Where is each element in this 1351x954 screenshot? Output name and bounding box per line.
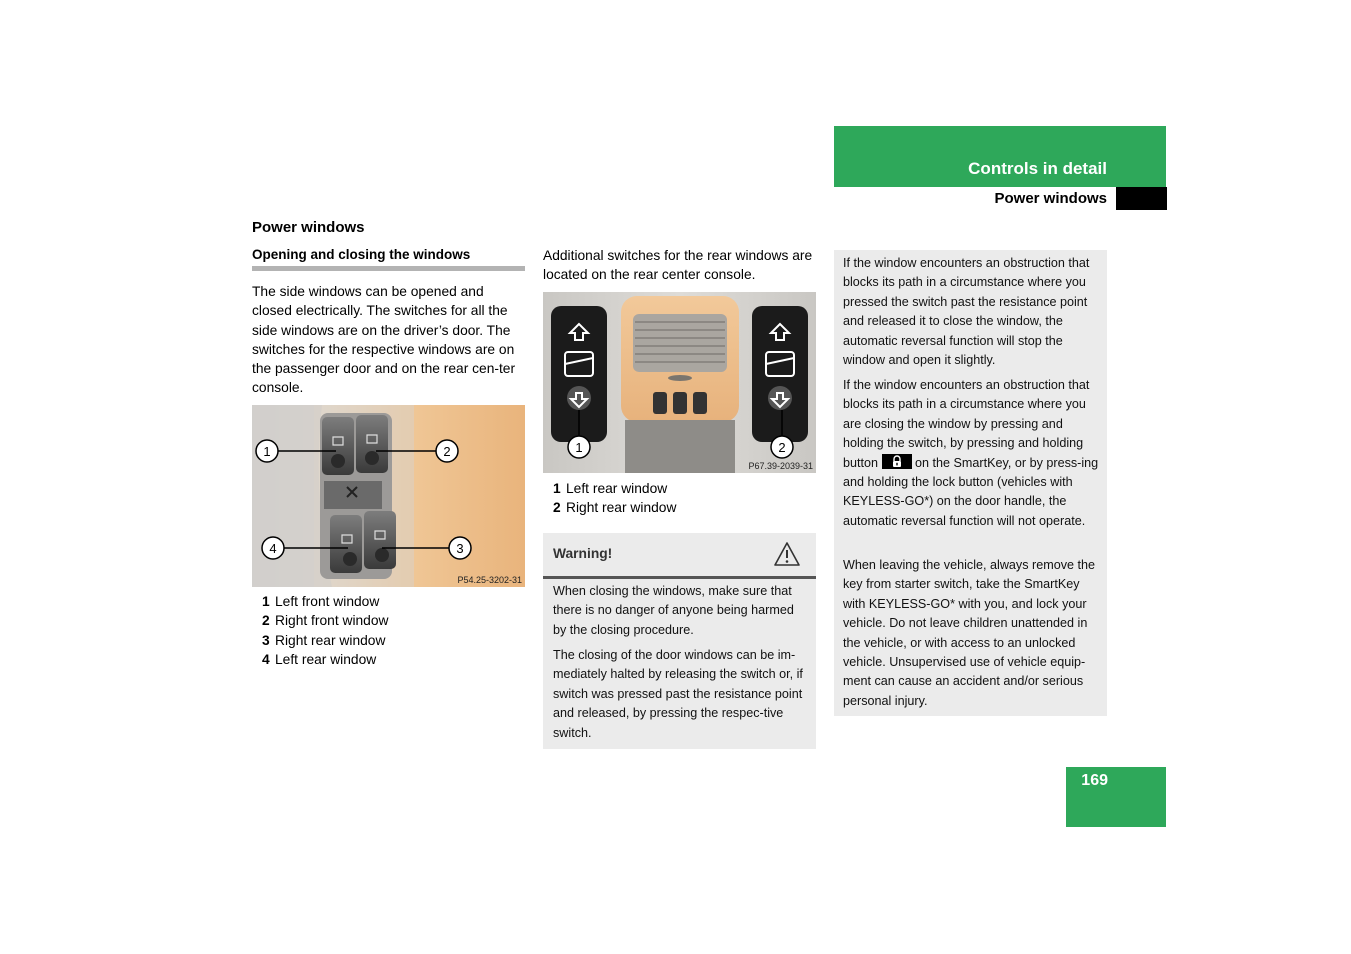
- callout-2: [436, 440, 458, 462]
- svg-text:4: 4: [269, 541, 277, 556]
- note-paragraph-1: If the window encounters an obstruction that blocks its path in a circumstance where you pressed the switch past the resistance point and released it to close the window, the automatic reversal function will stop the window and open it slightly.: [843, 256, 1090, 368]
- rear-right-switch: [752, 306, 808, 442]
- switch-2: [356, 415, 388, 473]
- callout-2: [771, 436, 793, 458]
- callout-1: [256, 440, 278, 462]
- lock-icon: [882, 454, 912, 469]
- svg-text:2: 2: [778, 440, 786, 455]
- legend-item: 3 Right rear window: [262, 632, 386, 648]
- legend-item: 1 Left front window: [262, 594, 380, 609]
- warning-label: Warning!: [553, 546, 613, 561]
- legend-item: 2 Right rear window: [553, 500, 677, 516]
- rear-console-switches-figure: [543, 292, 816, 473]
- svg-text:2: 2: [443, 444, 451, 459]
- intro-paragraph: The side windows can be opened and closed electrically. The switches for all the side windows are on the driver’s door. The switches for the respective windows are on the passenger door and on the rear cen-ter console.: [252, 284, 516, 396]
- warning-paragraph-1: When closing the windows, make sure that there is no danger of anyone being harmed by the closing procedure.: [553, 584, 794, 637]
- svg-text:3: 3: [456, 541, 464, 556]
- legend-item: 4 Left rear window: [262, 652, 377, 668]
- legend-item: 1 Left rear window: [553, 481, 668, 496]
- note-paragraph-2: If the window encounters an obstruction that blocks its path in a circumstance where you are closing the window by pressing and holding the switch, by pressing and holding button on the SmartKey, or by press-ing and holding the lock button (vehicles with KEYLESS-GO*) on the door handle, the automatic reversal function will not operate.: [843, 378, 1099, 528]
- section-title: Power windows: [252, 219, 365, 236]
- note-paragraph-3: When leaving the vehicle, always remove the key from starter switch, take the SmartKey with KEYLESS-GO* with you, and lock your vehicle. Do not leave children unattended in the vehicle, or with access to an unlocked vehicle. Unsupervised use of vehicle equip-ment can cause an accident and/or serious personal injury.: [843, 558, 1096, 708]
- switch-3: [364, 511, 396, 569]
- callout-1: [568, 436, 590, 458]
- legend-item: 2 Right front window: [262, 613, 389, 629]
- switch-4: [330, 515, 362, 573]
- switch-1: [322, 417, 354, 475]
- front-door-switches-figure: [252, 405, 525, 587]
- figure1-legend: [262, 592, 389, 670]
- subsection-title: Opening and closing the windows: [252, 247, 525, 271]
- callout-3: [449, 537, 471, 559]
- section-header: Power windows: [994, 190, 1107, 207]
- header-black-tab: [1116, 187, 1167, 210]
- warning-triangle-icon: [773, 541, 801, 567]
- page-number: 169: [1081, 772, 1108, 789]
- callout-4: [262, 537, 284, 559]
- chapter-title: Controls in detail: [968, 159, 1107, 178]
- svg-text:1: 1: [263, 444, 271, 459]
- svg-text:1: 1: [575, 440, 583, 455]
- figure2-legend: [553, 479, 676, 518]
- figure-code: P67.39-2039-31: [748, 461, 813, 471]
- rear-switches-paragraph: Additional switches for the rear windows are located on the rear center console.: [543, 248, 813, 283]
- warning-paragraph-2: The closing of the door windows can be im-mediately halted by releasing the switch or, if switch was pressed past the resistance point and released, by pressing the respec-tive switch.: [553, 648, 803, 740]
- figure-code: P54.25-3202-31: [457, 575, 522, 585]
